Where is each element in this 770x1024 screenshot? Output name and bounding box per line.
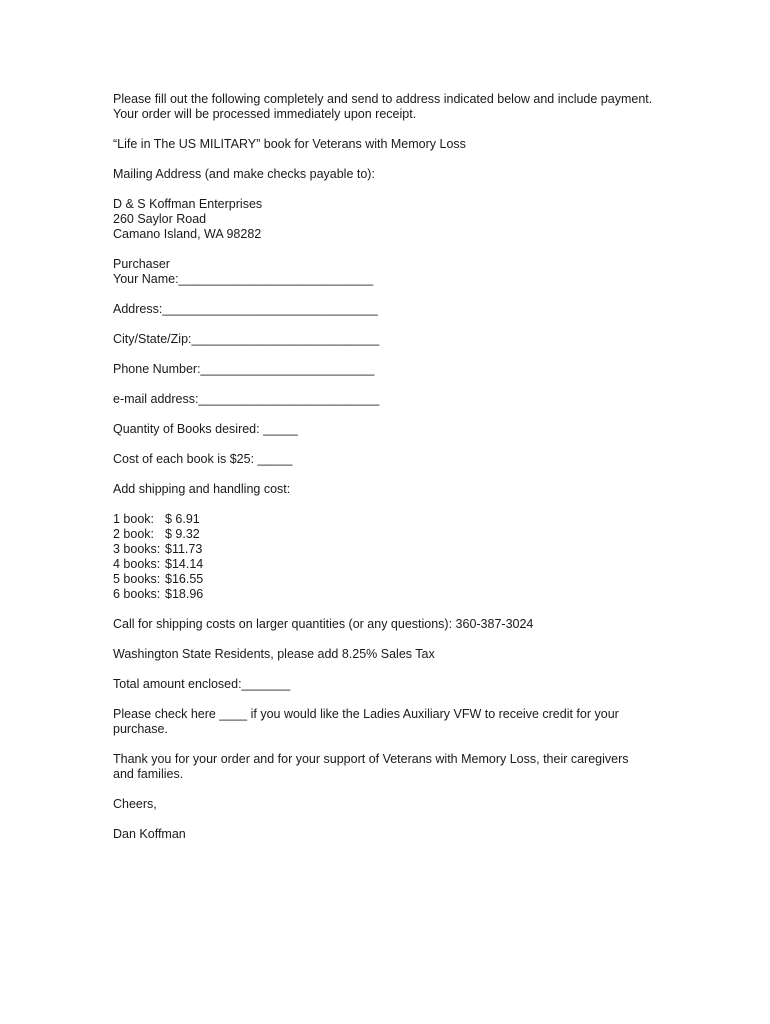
purchaser-heading: Purchaser (113, 257, 170, 271)
rate-amount: $18.96 (165, 587, 204, 601)
city-state-zip-field[interactable]: City/State/Zip:___________________________ (113, 332, 380, 346)
mailing-street: 260 Saylor Road (113, 212, 207, 226)
shipping-rate-row (113, 572, 673, 587)
rate-amount: $14.14 (165, 557, 204, 571)
rate-label: 4 books: (113, 557, 161, 571)
credit-line-2: purchase. (113, 722, 168, 736)
shipping-rate-row (113, 542, 673, 557)
call-note: Call for shipping costs on larger quantities (or any questions): 360-387-3024 (113, 617, 534, 631)
intro-line-1: Please fill out the following completely and send to address indicated below and include payment. (113, 92, 653, 106)
mailing-heading: Mailing Address (and make checks payable to): (113, 167, 375, 181)
mailing-city: Camano Island, WA 98282 (113, 227, 262, 241)
quantity-field[interactable]: Quantity of Books desired: _____ (113, 422, 298, 436)
order-form-document (113, 92, 673, 842)
shipping-rate-row (113, 557, 673, 572)
mailing-company: D & S Koffman Enterprises (113, 197, 263, 211)
rate-amount: $16.55 (165, 572, 204, 586)
shipping-heading: Add shipping and handling cost: (113, 482, 291, 496)
rate-amount: $11.73 (165, 542, 203, 556)
rate-label: 5 books: (113, 572, 161, 586)
rate-label: 3 books: (113, 542, 161, 556)
rate-amount: $ 6.91 (165, 512, 200, 526)
name-field[interactable]: Your Name:____________________________ (113, 272, 374, 286)
rate-label: 1 book: (113, 512, 155, 526)
thanks-line-2: and families. (113, 767, 184, 781)
book-title: “Life in The US MILITARY” book for Veterans with Memory Loss (113, 137, 466, 151)
email-field[interactable]: e-mail address:__________________________ (113, 392, 380, 406)
rate-amount: $ 9.32 (165, 527, 200, 541)
shipping-rate-table (113, 512, 673, 602)
shipping-rate-row (113, 512, 673, 527)
thanks-line-1: Thank you for your order and for your support of Veterans with Memory Loss, their caregivers (113, 752, 629, 766)
salutation: Cheers, (113, 797, 157, 811)
rate-label: 6 books: (113, 587, 161, 601)
rate-label: 2 book: (113, 527, 155, 541)
intro-line-2: Your order will be processed immediately upon receipt. (113, 107, 417, 121)
signature: Dan Koffman (113, 827, 186, 841)
shipping-rate-row (113, 527, 673, 542)
tax-note: Washington State Residents, please add 8.25% Sales Tax (113, 647, 435, 661)
phone-field[interactable]: Phone Number:_________________________ (113, 362, 375, 376)
cost-field[interactable]: Cost of each book is $25: _____ (113, 452, 293, 466)
credit-line-1[interactable]: Please check here ____ if you would like the Ladies Auxiliary VFW to receive credit for your (113, 707, 619, 721)
total-field[interactable]: Total amount enclosed:_______ (113, 677, 291, 691)
shipping-rate-row (113, 587, 673, 602)
address-field[interactable]: Address:_______________________________ (113, 302, 378, 316)
